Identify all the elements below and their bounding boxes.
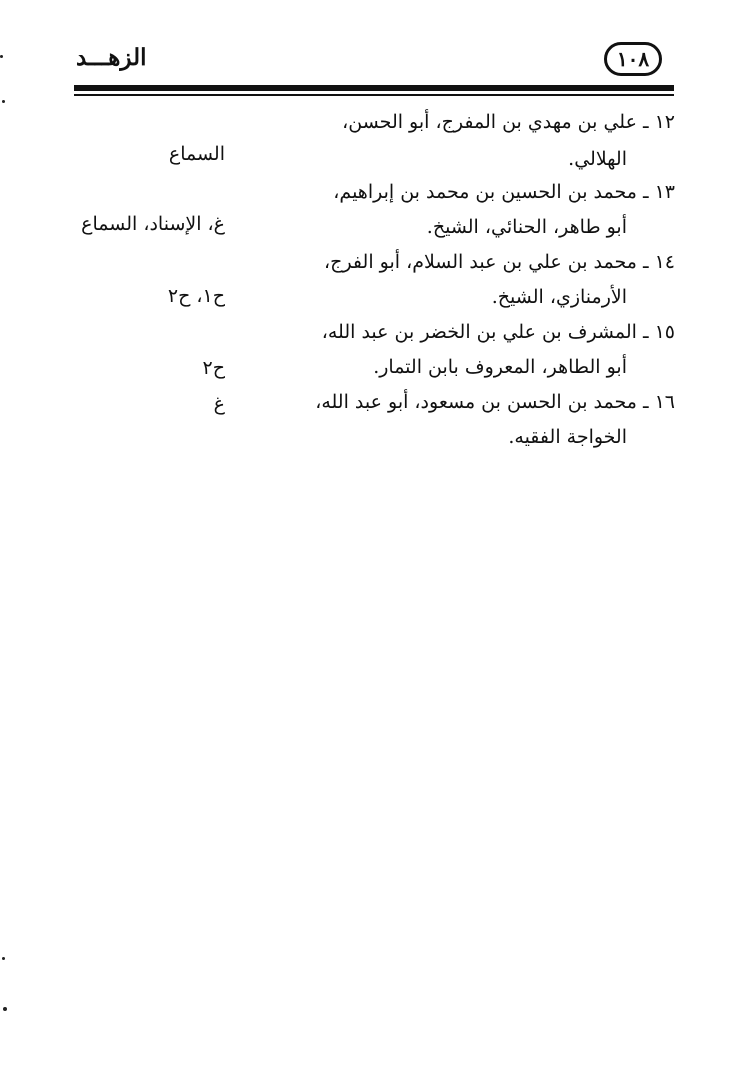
entry-15-line1: ١٥ ـ المشرف بن علي بن الخضر بن عبد الله، <box>321 321 675 343</box>
book-title: الزهـــد <box>76 44 147 71</box>
entry-13-source: غ، الإسناد، السماع <box>81 213 225 235</box>
entry-13-line1: ١٣ ـ محمد بن الحسين بن محمد بن إبراهيم، <box>333 181 675 203</box>
entry-16-source: غ <box>213 393 225 415</box>
entry-15-source: ح٢ <box>202 357 225 379</box>
page-number-badge <box>604 42 662 76</box>
header-rule-thin <box>74 94 674 96</box>
entry-16-line1: ١٦ ـ محمد بن الحسن بن مسعود، أبو عبد الله، <box>315 391 675 413</box>
scan-speck <box>3 1007 7 1011</box>
entry-15-line2: أبو الطاهر، المعروف بابن التمار. <box>373 356 627 378</box>
page-number: ١٠٨ <box>616 47 650 71</box>
entry-12-line1: ١٢ ـ علي بن مهدي بن المفرج، أبو الحسن، <box>342 111 675 133</box>
entry-16-line2: الخواجة الفقيه. <box>508 426 627 448</box>
entry-12-line2: الهلالي. <box>568 148 627 170</box>
entry-14-line1: ١٤ ـ محمد بن علي بن عبد السلام، أبو الفرج، <box>324 251 675 273</box>
entry-14-source: ح١، ح٢ <box>167 285 225 307</box>
entry-14-line2: الأرمنازي، الشيخ. <box>491 286 627 308</box>
header-rule-thick <box>74 85 674 91</box>
scan-speck <box>0 55 3 58</box>
scan-speck <box>2 100 5 103</box>
entry-12-source: السماع <box>168 143 225 165</box>
entry-13-line2: أبو طاهر، الحنائي، الشيخ. <box>426 216 627 238</box>
scan-speck <box>2 957 5 960</box>
